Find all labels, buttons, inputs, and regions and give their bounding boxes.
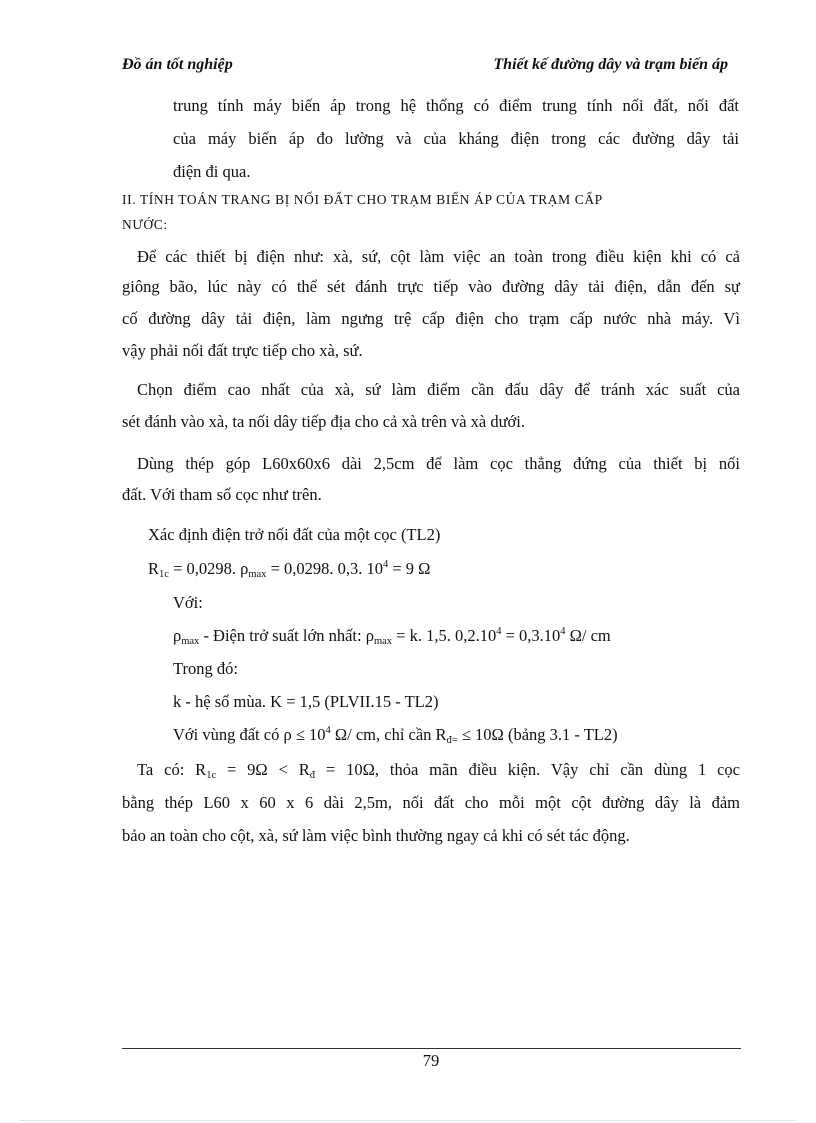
text-line: sét đánh vào xà, ta nối dây tiếp địa cho cả xà trên và xà dưới. (122, 412, 525, 431)
section-heading-line: II. TÍNH TOÁN TRANG BỊ NỐI ĐẤT CHO TRẠM BIẾN ÁP CỦA TRẠM CẤP (122, 192, 603, 207)
conclusion-line: Ta có: $R_{1c} = 9\Omega < R_đ = 10\Omega$, thỏa mãn điều kiện. Vậy chỉ cần dùng 1 cọc (137, 760, 740, 781)
section-heading-line: NƯỚC: (122, 217, 168, 232)
text-line: Để các thiết bị điện như: xà, sứ, cột làm việc an toàn trong điều kiện khi có cả (137, 247, 740, 266)
text-line: trung tính máy biến áp trong hệ thống có điểm trung tính nối đất, nối đất (173, 96, 739, 115)
text-line: vậy phải nối đất trực tiếp cho xà, sứ. (122, 341, 363, 360)
text-line: bảo an toàn cho cột, xà, sứ làm việc bình thường ngay cả khi có sét tác động. (122, 826, 630, 845)
page-number: 79 (422, 1051, 440, 1070)
text-line: giông bão, lúc này có thể sét đánh trực tiếp vào đường dây tải điện, dẫn đến sự (122, 277, 740, 296)
formula-max-resistivity: $\rho_{max}$ - Điện trở suất lớn nhất: $\rho_{max} = k$. 1,5. $0,2.10^4 = 0,3.10^4$ Ω/ cm (173, 626, 611, 647)
text-line: Dùng thép góp L60x60x6 dài 2,5cm để làm cọc thẳng đứng của thiết bị nối (137, 454, 740, 473)
calc-title: Xác định điện trở nối đất của một cọc (TL2) (148, 525, 441, 544)
seasonal-coefficient-line: k - hệ số mùa. K = 1,5 (PLVII.15 - TL2) (173, 692, 439, 711)
text-line: bằng thép L60 x 60 x 6 dài 2,5m, nối đất cho mỗi một cột đường dây là đảm (122, 793, 740, 812)
text-line: của máy biến áp đo lường và của kháng điện trong các đường dây tải (173, 129, 739, 148)
header-left-title: Đồ án tốt nghiệp (122, 56, 233, 73)
soil-condition-line: Với vùng đất có $\rho \le 10^4$ Ω/ cm, chỉ cần $R_{đ=} \le 10\Omega$ (bảng 3.1 - TL2) (173, 725, 618, 746)
text-line: điện đi qua. (173, 162, 251, 181)
text-line: cố đường dây tải điện, làm ngưng trệ cấp điện cho trạm cấp nước nhà máy. Vì (122, 309, 740, 328)
where-label: Trong đó: (173, 659, 238, 678)
page-bottom-dotted-line (20, 1120, 796, 1121)
text-line: đất. Với tham số cọc như trên. (122, 485, 322, 504)
formula-resistance-one-rod: $R_{1c} = 0,0298$. $\rho_{max} = 0,0298$. 0,3. $10^4 = 9$ Ω (148, 559, 431, 580)
text-line: Chọn điểm cao nhất của xà, sứ làm điểm cần đấu dây để tránh xác suất của (137, 380, 740, 399)
with-label: Với: (173, 593, 203, 612)
header-right-title: Thiết kế đường dây và trạm biến áp (493, 56, 728, 73)
